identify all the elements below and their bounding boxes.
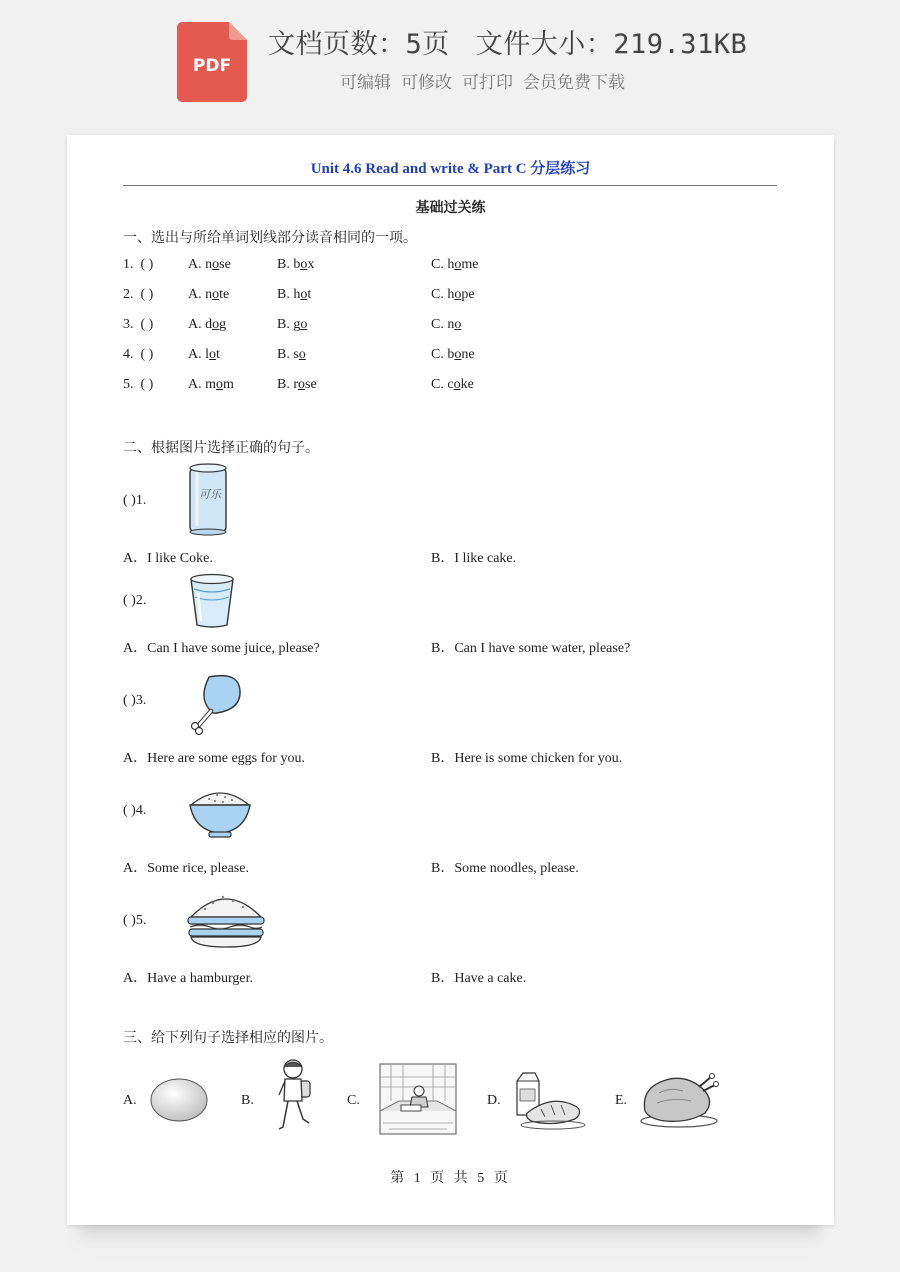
milk-and-bread-icon: [513, 1071, 587, 1131]
picture-option-a: A．Can I have some juice, please?: [123, 641, 320, 656]
file-info: [268, 22, 747, 61]
picture-question-stem: ( )2.: [123, 593, 147, 608]
question-number: 5. ( ): [123, 377, 154, 392]
can-label: 可乐: [199, 488, 221, 501]
feature-printable: 可打印: [462, 73, 513, 93]
option-c: C. bone: [431, 347, 475, 362]
picture-option-a: A．Some rice, please.: [123, 861, 249, 876]
level-heading: 基础过关练: [415, 200, 486, 216]
option-c: C. home: [431, 257, 479, 272]
picture-label-d: D.: [487, 1093, 501, 1108]
download-banner: [0, 0, 900, 120]
file-size: 文件大小：219.31KB: [475, 29, 748, 60]
picture-option-a: A．I like Coke.: [123, 551, 213, 566]
option-c: C. no: [431, 317, 462, 332]
chicken-leg-icon: [187, 673, 243, 737]
question-number: 4. ( ): [123, 347, 154, 362]
water-glass-icon: [188, 573, 236, 629]
pdf-badge: PDF: [192, 56, 232, 76]
coke-can-icon: [187, 462, 229, 536]
picture-option-b: B．Can I have some water, please?: [431, 641, 631, 656]
picture-option-b: B．I like cake.: [431, 551, 517, 566]
egg-icon: [149, 1077, 209, 1123]
feature-editable: 可编辑: [340, 73, 391, 93]
picture-label-e: E.: [615, 1093, 628, 1108]
option-b: B. box: [277, 257, 315, 272]
title-divider: [123, 185, 777, 186]
picture-option-b: B．Have a cake.: [431, 971, 527, 986]
rice-bowl-icon: [187, 785, 253, 841]
option-a: A. lot: [188, 347, 220, 362]
feature-list: [340, 68, 625, 93]
hamburger-icon: [185, 887, 267, 951]
page-footer: 第 1 页 共 5 页: [390, 1171, 511, 1186]
roast-chicken-icon: [637, 1071, 719, 1131]
pdf-file-icon: [177, 22, 247, 102]
doc-title: Unit 4.6 Read and write & Part C 分层练习: [310, 161, 591, 177]
library-study-icon: [379, 1063, 457, 1135]
document-page: [67, 135, 834, 1225]
picture-question-stem: ( )5.: [123, 913, 147, 928]
feature-member-download: 会员免费下载: [523, 73, 625, 93]
option-b: B. go: [277, 317, 308, 332]
picture-question-stem: ( )1.: [123, 493, 147, 508]
option-c: C. hope: [431, 287, 475, 302]
picture-option-b: B．Here is some chicken for you.: [431, 751, 623, 766]
page-count: 文档页数：5页: [268, 29, 450, 60]
feature-modifiable: 可修改: [401, 73, 452, 93]
question-number: 3. ( ): [123, 317, 154, 332]
picture-option-b: B．Some noodles, please.: [431, 861, 579, 876]
option-a: A. nose: [188, 257, 231, 272]
part2-heading: 二、根据图片选择正确的句子。: [123, 440, 319, 456]
picture-question-stem: ( )3.: [123, 693, 147, 708]
option-a: A. mom: [188, 377, 234, 392]
picture-label-b: B.: [241, 1093, 254, 1108]
picture-question-stem: ( )4.: [123, 803, 147, 818]
part3-heading: 三、给下列句子选择相应的图片。: [123, 1030, 333, 1046]
question-number: 1. ( ): [123, 257, 154, 272]
option-b: B. hot: [277, 287, 312, 302]
option-c: C. coke: [431, 377, 474, 392]
boy-with-backpack-icon: [275, 1057, 315, 1135]
question-number: 2. ( ): [123, 287, 154, 302]
option-a: A. note: [188, 287, 230, 302]
picture-option-a: A．Here are some eggs for you.: [123, 751, 305, 766]
picture-label-c: C.: [347, 1093, 360, 1108]
picture-option-a: A．Have a hamburger.: [123, 971, 253, 986]
option-b: B. rose: [277, 377, 317, 392]
option-a: A. dog: [188, 317, 227, 332]
picture-label-a: A.: [123, 1093, 137, 1108]
option-b: B. so: [277, 347, 306, 362]
part1-heading: 一、选出与所给单词划线部分读音相同的一项。: [123, 230, 417, 246]
